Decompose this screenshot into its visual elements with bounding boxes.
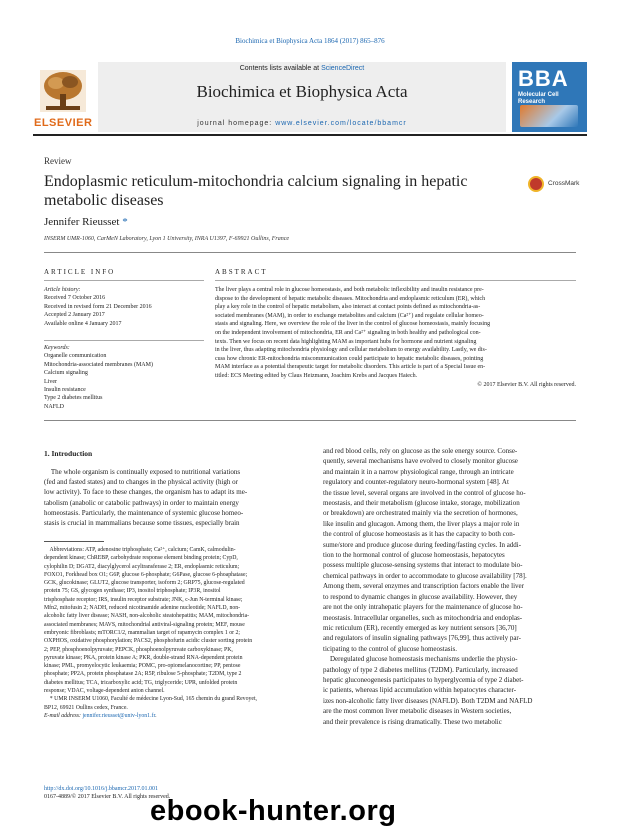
journal-homepage (98, 120, 506, 127)
footnote-line: dependent kinase; ChREBP, carbohydrate response element binding protein; CypD, (44, 555, 238, 562)
body-line: like insulin and glucagon. Among them, the liver plays a major role in (323, 519, 520, 528)
footnote-line: response; VDAC, voltage-dependent anion channel. (44, 688, 165, 695)
footnote-line: embryonic fibroblasts; mTORC1/2, mammalian target of rapamycin complex 1 or 2; (44, 629, 241, 636)
body-line: meostasis, and their metabolism (glucose intake, storage, mobilization (323, 499, 520, 508)
body-line: to respond to dynamic changes in glucose availability. However, they (323, 592, 518, 601)
journal-citation[interactable]: Biochimica et Biophysica Acta 1864 (2017) 865–876 (235, 37, 385, 45)
footnote-line: kinase; PML, promyelocytic leukaemia; POMC, pro-opiomelanocortine; PP, pentose (44, 663, 241, 670)
footnote-line: Mfn2, mitofusin 2; NADH, reduced nicotinamide adenine nucleotide; NAFLD, non- (44, 605, 241, 612)
email-end: . (155, 712, 157, 719)
footnote-line: phosphate; PP2A, protein phosphatase 2A; R5P, ribulose 5-phosphate; T2DM, type 2 (44, 671, 242, 678)
abstract-line: stasis and signaling. Here, we overview the role of the liver in the control of glucose homeostasis, mainly focusing (215, 321, 491, 328)
elsevier-tree-icon (40, 70, 86, 112)
footnote-line: BP12, 69921 Oullins cedex, France. (44, 704, 128, 711)
copyright: © 2017 Elsevier B.V. All rights reserved. (477, 381, 576, 388)
history-label: Article history: (44, 287, 81, 293)
body-line: homeostasis. Particularly, the maintenance of systemic glucose homeo- (44, 508, 244, 517)
abstract-line: sociated membranes (MAM), in order to exchange metabolites and calcium (Ca²⁺) and regulate cellular homeo- (215, 312, 484, 319)
body-line: Among them, several enzymes and transcription factors enable the liver (323, 582, 524, 591)
abstract-body (215, 286, 576, 389)
keyword: Organelle communication (44, 353, 107, 360)
abstract-line: MAM interface as a potential therapeutic target for metabolic disorders. This article is part of a Special Issue en- (215, 364, 486, 371)
body-line: stasis is crucial in mammalians because some tissues, especially brain (44, 519, 240, 528)
abstract-line: on the independent involvement of mitochondria, ER and Ca²⁺ signaling in both healthy and pathological con- (215, 329, 481, 336)
footnote-rule (44, 541, 104, 542)
author-footnote-link[interactable]: * (119, 216, 128, 228)
body-line: and their prevalence is rising dramatically. These two metabolic (323, 717, 502, 726)
sciencedirect-link[interactable]: ScienceDirect (321, 65, 365, 72)
keyword: Mitochondria-associated membranes (MAM) (44, 361, 153, 368)
keyword: Type 2 diabetes mellitus (44, 395, 103, 402)
history-item: Available online 4 January 2017 (44, 320, 122, 327)
body-line: chemical pathways in order to accommodate to glucose availability [78]. (323, 571, 527, 580)
body-line: Deregulated glucose homeostasis mechanisms underlie the physio- (323, 655, 518, 664)
body-line: ticipating to the control of glucose homeostasis. (323, 644, 457, 653)
body-line: sume/store and produce glucose during feeding/fasting cycles. In addi- (323, 540, 522, 549)
footnote-line: OXPHOS, oxidative phosphorylation; PACS2, phosphofurin acidic cluster sorting protein (44, 638, 253, 645)
body-line: or breakdown) are orchestrated mainly via the secretion of hormones, (323, 509, 518, 518)
abstract-line: texts. Then we focus on recent data highlighting MAM as important hubs for hormone and nutrient signaling (215, 338, 477, 345)
article-type: Review (44, 156, 72, 166)
body-line: meostasis. Intracellular organelles, such as mitochondria and endoplas- (323, 613, 523, 622)
homepage-prefix: journal homepage: (197, 120, 276, 127)
body-line: mic reticulum (ER), recently emerged as key nutrient sensors [36,70] (323, 623, 517, 632)
article-info-heading: ARTICLE INFO (44, 268, 116, 276)
header-rule (33, 134, 587, 136)
abstract-rule (215, 280, 576, 281)
body-line: the tissue level, several organs are involved in the control of glucose ho- (323, 488, 526, 497)
keywords-label: Keywords: (44, 345, 70, 351)
body-line: hepatic gluconeogenesis participates to hyperglycemia of type 2 diabet- (323, 675, 524, 684)
footnote-line: associated membranes; MAVS, mitochondrial antiviral-signaling protein; MEF, mouse (44, 621, 245, 628)
journal-title: Biochimica et Biophysica Acta (196, 82, 408, 101)
watermark: ebook-hunter.org (150, 795, 397, 827)
intro-right-column (323, 446, 587, 727)
body-line: quently, several mechanisms have evolved to closely monitor glucose (323, 457, 518, 466)
elsevier-logo (34, 70, 92, 130)
history-item: Received in revised form 21 December 2016 (44, 303, 152, 310)
abstract-line: play a key role in the control of hepatic metabolism, also interact at contact points defined as mitochondria-as- (215, 304, 481, 311)
footnote-line: * UMR INSERM U1060, Faculté de médecine Lyon-Sud, 165 chemin du grand Revoyet, (44, 696, 258, 703)
body-line: pathology of type 2 diabetes mellitus (T2DM). Particularly, increased (323, 665, 518, 674)
footnote-line: alcoholic fatty liver disease; NASH, non-alcoholic steatohepatitis; MAM, mitochondria- (44, 613, 250, 620)
article-history (44, 286, 209, 328)
email-line (44, 712, 306, 720)
body-line: tion to the hormonal control of glucose homeostasis, hepatocytes (323, 551, 505, 560)
email-link[interactable]: jennifer.rieusset@univ-lyon1.fr (82, 712, 156, 719)
keyword: NAFLD (44, 403, 65, 410)
body-line: ic patients, whereas lipid accumulation within hepatocytes character- (323, 686, 517, 695)
abstract-heading: ABSTRACT (215, 268, 268, 276)
body-line: are not the only intrahepatic players for the maintenance of glucose ho- (323, 603, 523, 612)
abstract-line: dispose to the development of hepatic metabolic diseases. Mitochondria and endoplasmic reticulum (ER), which (215, 295, 486, 302)
body-line: and regulators of insulin signaling pathways [76,99], thus actively par- (323, 634, 521, 643)
body-line: (fed and fasted states) and to changes in the physical activity (high or (44, 478, 238, 487)
section-heading: 1. Introduction (44, 449, 93, 458)
email-label: E-mail address: (44, 712, 83, 719)
footnote-line: FOXO1, Forkhead box O1; G6P, glucose 6-phosphate; G6Pase, glucose 6-phoaphatase; (44, 571, 248, 578)
keyword: Liver (44, 378, 57, 385)
issn-line: 0167-4889/© 2017 Elsevier B.V. All rights reserved. (44, 794, 171, 800)
abstract-line: cuss how chronic ER-mitochondria miscommunication could participate to hepatic metabolic diseases, pointing (215, 355, 484, 362)
contents-prefix: Contents lists available at (239, 65, 322, 72)
intro-left-column (44, 467, 306, 528)
body-line: izes non-alcoholic fatty liver diseases (NAFLD). Both T2DM and NAFLD (323, 696, 533, 705)
footnote-line: cylophilin D; DGAT2, diacylglycerol acyltransferase 2; ER, endoplasmic reticulum; (44, 563, 240, 570)
keyword: Calcium signaling (44, 370, 88, 377)
journal-cover (512, 62, 587, 132)
author (44, 216, 128, 228)
footnote-line: trisphosphate receptor; IRS, insulin receptor substrate; JNK, c-Jun N-terminal kinase; (44, 596, 243, 603)
body-line: The whole organism is continually exposed to nutritional variations (44, 468, 241, 476)
body-line: are the most common liver metabolic diseases in Western societies, (323, 707, 512, 716)
abstract-line: in the liver, thus adapting mitochondria physiology and cellular metabolism to energy availability. Lastly, we dis- (215, 347, 487, 354)
doi-link[interactable]: http://dx.doi.org/10.1016/j.bbamcr.2017.01.001 (44, 786, 159, 792)
affiliation: INSERM UMR-1060, CarMeN Laboratory, Lyon 1 University, INRA U1397, F-69921 Oullins, France (44, 236, 290, 242)
footnote-line: pyruvate kinase; PKA, protein kinase A; PKR, double-strand RNA-dependent protein (44, 654, 243, 661)
crossmark-label: CrossMark (548, 180, 580, 187)
body-line: and maintain it in a narrow physiological range, through an intricate (323, 467, 514, 476)
body-rule (44, 420, 576, 421)
footnote-line: 2; PEP, phosphoenolpyruvate; PEPCK, phosphoenolpyruvate carboxykinase; PK, (44, 646, 233, 653)
crossmark-badge[interactable] (528, 176, 588, 194)
footnote-line: GCK, glucokinase; GLUT2, glucose transporter, isoform 2; GRP75, glucose-regulated (44, 580, 245, 587)
author-name: Jennifer Rieusset (44, 216, 120, 228)
article-info-rule (44, 280, 204, 281)
elsevier-wordmark: ELSEVIER (34, 117, 93, 129)
keyword: Insulin resistance (44, 387, 86, 394)
body-line: the control of glucose homeostasis as it has the capacity to both con- (323, 530, 516, 539)
cover-subtitle: Molecular Cell Research (518, 92, 559, 105)
footnote-line: diabetes mellitus; TCA, tricarboxylic acid; TG, triglyceride; UPR, unfolded protein (44, 679, 238, 686)
cover-image (520, 105, 578, 127)
keywords (44, 344, 209, 411)
body-line: and red blood cells, rely on glucose as the sole energy source. Conse- (323, 447, 518, 455)
body-line: possess multiple glucose-sensing systems that interact to modulate bio- (323, 561, 523, 570)
body-line: low activity). To face to these changes, the organism has to adapt its me- (44, 488, 248, 497)
cover-abbrev: BBA (518, 66, 569, 91)
keywords-rule (44, 340, 204, 341)
body-line: regulatory and counter-regulatory neuro-hormonal system [48]. At (323, 478, 509, 487)
paper-title: Endoplasmic reticulum-mitochondria calcium signaling in hepatic metabolic diseases (44, 173, 468, 209)
footnotes (44, 546, 306, 720)
footnote-line: protein 75; GS, glycogen synthase; IP3, inositol triphosphate; IP3R, inositol (44, 588, 221, 595)
abstract-line: The liver plays a central role in glucose homeostasis, and both metabolic inflexibility and insulin resistance pre- (215, 287, 484, 293)
contents-line (98, 65, 506, 72)
history-item: Accepted 2 January 2017 (44, 312, 105, 319)
crossmark-icon (528, 176, 544, 192)
history-item: Received 7 October 2016 (44, 295, 106, 302)
footnote-line: Abbreviations: ATP, adenosine triphosphate; Ca²⁺, calcium; CamK, calmodulin- (44, 547, 236, 553)
body-line: tabolism (anabolic or catabolic pathways) in order to maintain energy (44, 498, 239, 507)
homepage-link[interactable]: www.elsevier.com/locate/bbamcr (275, 120, 407, 127)
abstract-line: titled: ECS Meeting edited by Claus Heizmann, Joachim Krebs and Jacques Haiech. (215, 372, 418, 379)
section-rule (44, 252, 576, 253)
